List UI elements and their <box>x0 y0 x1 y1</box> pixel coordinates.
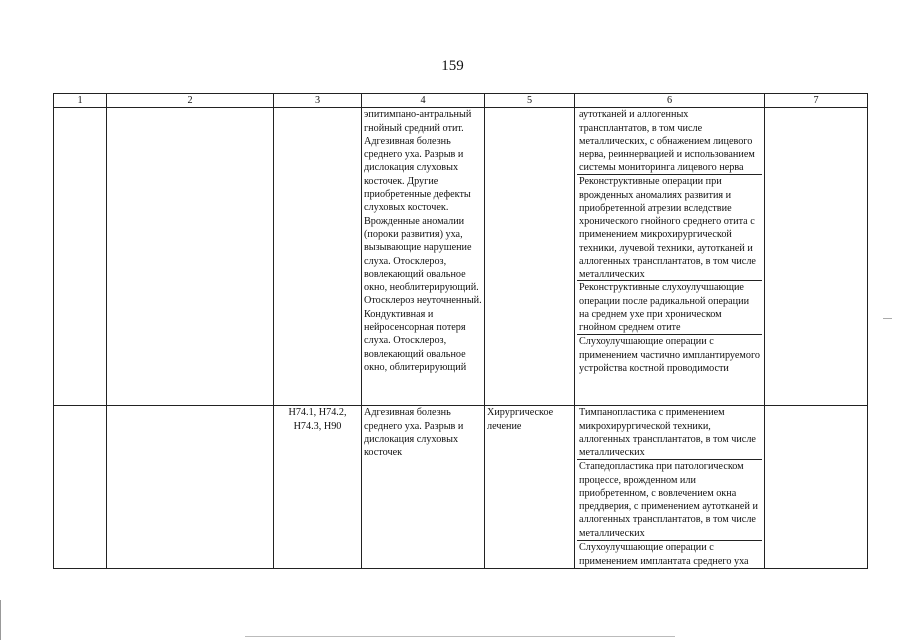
cell-col1 <box>54 108 107 406</box>
cell-col7 <box>765 108 868 406</box>
scan-edge-mark <box>0 600 15 640</box>
col-header-4: 4 <box>362 94 485 108</box>
method-item: Слухоулучшающие операции с применением частично имплантируемого устройства костной проводимости <box>577 334 762 375</box>
page-number: 159 <box>441 58 464 74</box>
table-row <box>54 406 868 569</box>
method-item: Слухоулучшающие операции с применением имплантата среднего уха <box>577 540 762 568</box>
cell-col7 <box>765 406 868 569</box>
cell-treatment-type <box>485 108 575 406</box>
method-item: Реконструктивные слухоулучшающие операции после радикальной операции на среднем ухе при хроническом гнойном среднем отите <box>577 280 762 334</box>
cell-col2 <box>107 406 274 569</box>
scan-mark <box>883 318 892 319</box>
table-row <box>54 108 868 406</box>
col-header-6: 6 <box>575 94 765 108</box>
cell-methods <box>575 108 765 406</box>
col-header-1: 1 <box>54 94 107 108</box>
method-item: Стапедопластика при патологическом процессе, врожденном или приобретенном, с вовлечением окна преддверия, с применением аутотканей и аллогенных трансплантатов, в том числе металлических <box>577 459 762 540</box>
cell-icd-codes: H74.1, H74.2, H74.3, H90 <box>274 406 362 569</box>
cell-col1 <box>54 406 107 569</box>
cell-treatment-type: Хирургическое лечение <box>485 406 575 569</box>
cell-methods <box>575 406 765 569</box>
cell-col2 <box>107 108 274 406</box>
cell-diagnosis: Адгезивная болезнь среднего уха. Разрыв и дислокация слуховых косточек <box>362 406 485 569</box>
header-row <box>54 94 868 108</box>
scan-edge-line <box>245 636 675 638</box>
cell-diagnosis: эпитимпано-антральный гнойный средний отит. Адгезивная болезнь среднего уха. Разрыв и дислокация слуховых косточек. Другие приобретенные дефекты слуховых косточек. Врожденные аномалии (пороки развития) уха, вызывающие нарушение слуха. Отосклероз, вовлекающий овальное окно, необлитерирующий. Отосклероз неуточненный. Кондуктивная и нейросенсорная потеря слуха. Отосклероз, вовлекающий овальное окно, облитерирующий <box>362 108 485 406</box>
medical-care-table <box>53 93 868 569</box>
col-header-5: 5 <box>485 94 575 108</box>
col-header-2: 2 <box>107 94 274 108</box>
col-header-7: 7 <box>765 94 868 108</box>
cell-col3 <box>274 108 362 406</box>
method-item: Реконструктивные операции при врожденных аномалиях развития и приобретенной атрезии вследствие хронического гнойного среднего отита с применением микрохирургической техники, лучевой техники, аутотканей и аллогенных трансплантатов, в том числе металлических <box>577 174 762 280</box>
method-item: аутотканей и аллогенных трансплантатов, в том числе металлических, с обнажением лицевого нерва, реиннервацией и использованием системы мониторинга лицевого нерва <box>579 109 755 174</box>
col-header-3: 3 <box>274 94 362 108</box>
method-item: Тимпанопластика с применением микрохирургической техники, аллогенных трансплантатов, в том числе металлических <box>579 407 756 459</box>
